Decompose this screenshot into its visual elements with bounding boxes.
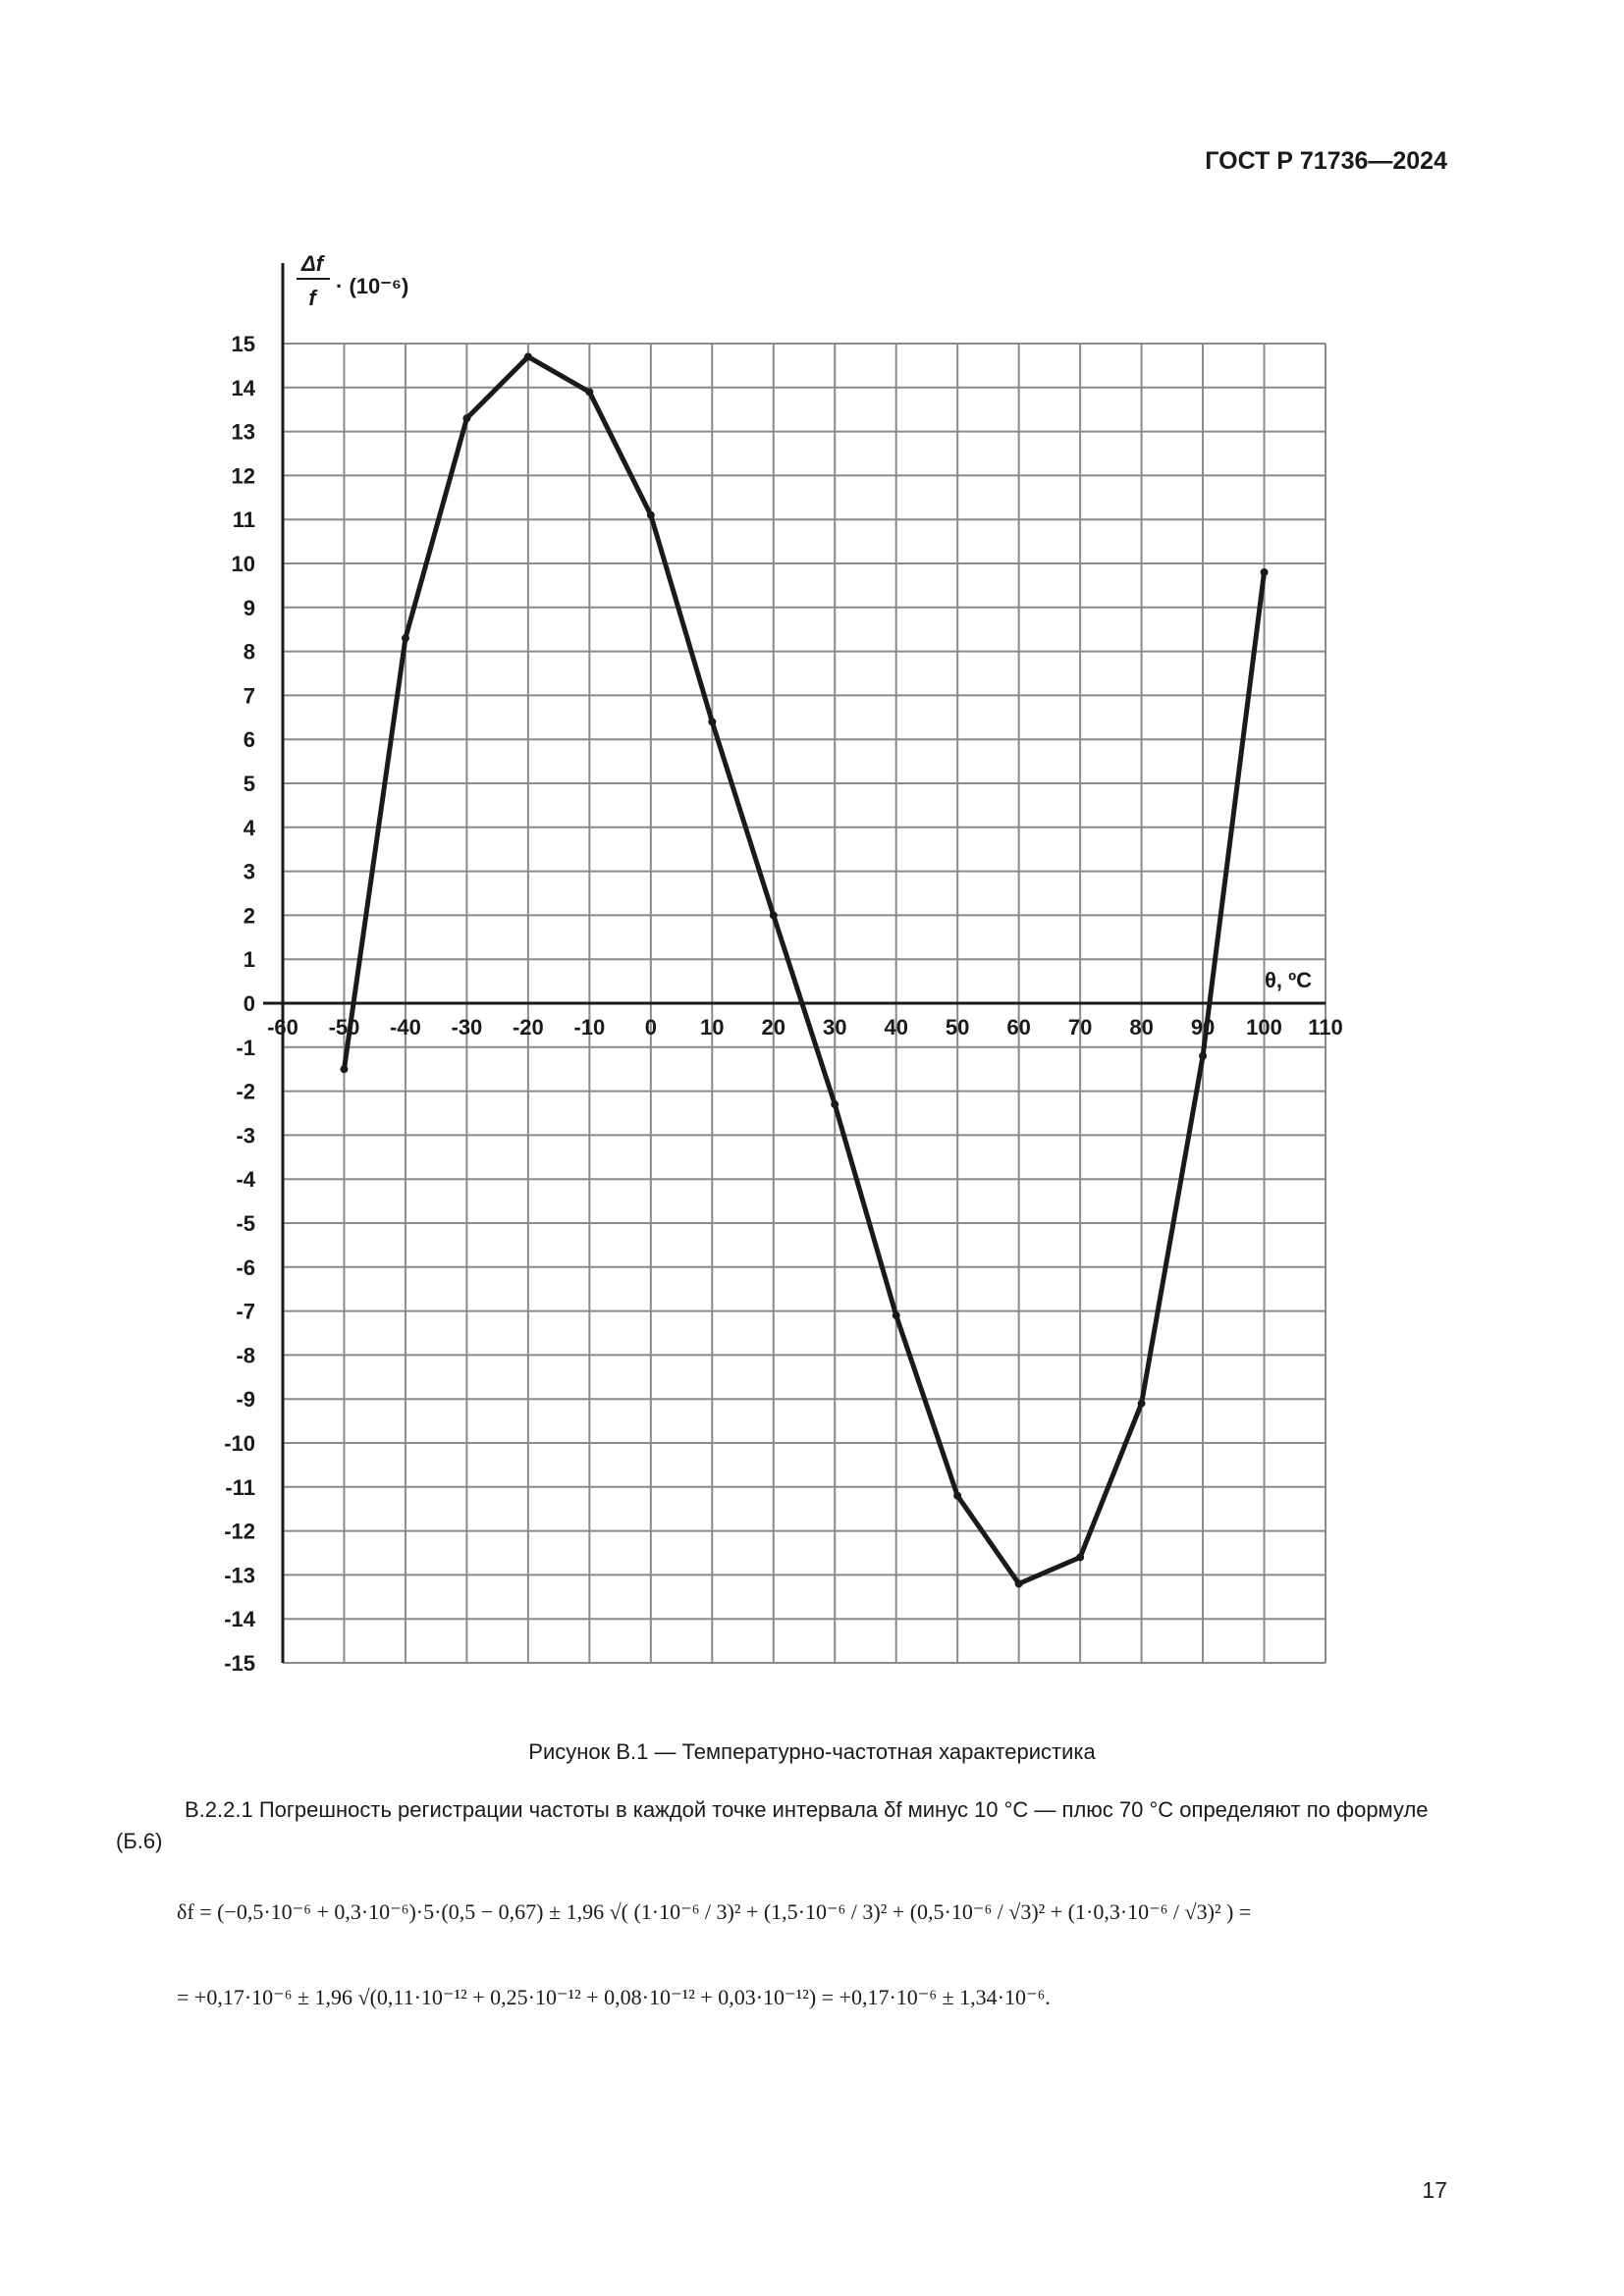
data-point <box>462 414 470 422</box>
x-tick-label: -60 <box>267 1015 298 1040</box>
y-tick-label: -6 <box>236 1255 255 1280</box>
x-tick-label: 90 <box>1190 1015 1216 1040</box>
x-tick-label: 10 <box>700 1015 725 1040</box>
x-tick-label: 40 <box>884 1015 908 1040</box>
x-tick-label: -40 <box>390 1015 421 1040</box>
y-tick-label: 14 <box>231 375 255 400</box>
data-point <box>1261 568 1269 576</box>
data-point <box>708 718 716 725</box>
document-header: ГОСТ Р 71736—2024 <box>1205 147 1447 175</box>
y-tick-label: 3 <box>243 859 255 884</box>
x-tick-label: 20 <box>761 1015 786 1040</box>
y-tick-label: -13 <box>224 1563 255 1588</box>
y-tick-label: 7 <box>243 683 255 709</box>
data-point <box>524 352 532 360</box>
x-tick-label: -10 <box>573 1015 606 1040</box>
y-tick-label: -5 <box>236 1211 255 1236</box>
body-paragraph: В.2.2.1 Погрешность регистрации частоты в каждой точке интервала δf минус 10 °С — плюс 70 °С определяют по формуле (Б.6) <box>116 1797 1429 1853</box>
y-tick-label: 4 <box>243 815 255 840</box>
data-point <box>585 388 593 396</box>
data-point <box>831 1100 839 1108</box>
y-tick-label: 10 <box>231 552 255 576</box>
y-tick-label: -12 <box>224 1519 255 1544</box>
data-point <box>402 634 409 642</box>
y-tick-label: 0 <box>243 991 255 1016</box>
y-tick-label: 1 <box>243 947 255 973</box>
x-tick-label: 0 <box>644 1015 657 1040</box>
x-axis-label: θ, ºС <box>1264 968 1312 992</box>
y-tick-label: -10 <box>224 1431 255 1456</box>
y-tick-label: 11 <box>232 507 255 533</box>
x-tick-label: 110 <box>1308 1015 1343 1040</box>
x-tick-label: -30 <box>451 1015 483 1040</box>
data-point <box>1138 1400 1146 1408</box>
x-tick-label: 70 <box>1067 1015 1093 1040</box>
data-point <box>647 511 655 519</box>
y-axis-label <box>297 251 408 310</box>
y-axis-label-multiplier: · (10⁻⁶) <box>336 274 409 298</box>
y-tick-label: -3 <box>236 1123 255 1148</box>
y-tick-label: 12 <box>231 463 255 489</box>
y-tick-label: 5 <box>243 772 255 796</box>
x-tick-label: 50 <box>945 1015 970 1040</box>
formula-line-1: δf = (−0,5·10⁻⁶ + 0,3·10⁻⁶)·5·(0,5 − 0,67) ± 1,96 √( (1·10⁻⁶ / 3)² + (1,5·10⁻⁶ / 3)² + (0,5·10⁻⁶ / √3)² + (1·0,3·10⁻⁶ / √3)² ) = <box>177 1899 1252 1924</box>
y-tick-label: -11 <box>225 1474 255 1500</box>
y-axis-label-denominator: f <box>308 286 316 310</box>
y-axis-label-numerator: Δf <box>300 251 324 276</box>
y-tick-label: 8 <box>243 639 255 665</box>
y-tick-label: -14 <box>224 1607 255 1632</box>
y-tick-label: -1 <box>236 1035 255 1060</box>
x-tick-label: -20 <box>512 1015 544 1040</box>
y-tick-label: -4 <box>236 1167 255 1193</box>
x-tick-label: 30 <box>822 1015 847 1040</box>
x-tick-label: 60 <box>1006 1015 1031 1040</box>
x-tick-label: 100 <box>1246 1015 1282 1040</box>
x-tick-label: -50 <box>328 1015 360 1040</box>
chart-series <box>340 352 1268 1587</box>
figure-caption: Рисунок В.1 — Температурно-частотная характеристика <box>528 1739 1096 1764</box>
y-tick-label: -8 <box>236 1343 255 1368</box>
y-tick-label: 15 <box>231 332 255 356</box>
data-point <box>340 1065 348 1073</box>
y-tick-label: -9 <box>236 1387 255 1413</box>
y-tick-label: -2 <box>236 1079 255 1104</box>
x-tick-label: 80 <box>1129 1015 1154 1040</box>
data-point <box>1199 1052 1207 1060</box>
y-tick-label: 2 <box>243 903 255 929</box>
data-point <box>770 911 778 919</box>
formula-line-2: = +0,17·10⁻⁶ ± 1,96 √(0,11·10⁻¹² + 0,25·10⁻¹² + 0,08·10⁻¹² + 0,03·10⁻¹²) = +0,17·10⁻⁶ ± 1,34·10⁻⁶. <box>177 1985 1051 2009</box>
data-point <box>1015 1579 1023 1587</box>
page-number: 17 <box>1422 2177 1447 2203</box>
y-tick-label: -15 <box>224 1651 255 1676</box>
y-tick-label: 9 <box>243 595 255 620</box>
y-tick-label: -7 <box>236 1299 255 1324</box>
y-tick-label: 13 <box>231 419 255 445</box>
y-tick-label: 6 <box>243 727 255 753</box>
data-point <box>893 1311 900 1319</box>
data-point <box>953 1492 961 1500</box>
chart-axes <box>263 263 1326 1663</box>
data-point <box>1076 1553 1084 1561</box>
